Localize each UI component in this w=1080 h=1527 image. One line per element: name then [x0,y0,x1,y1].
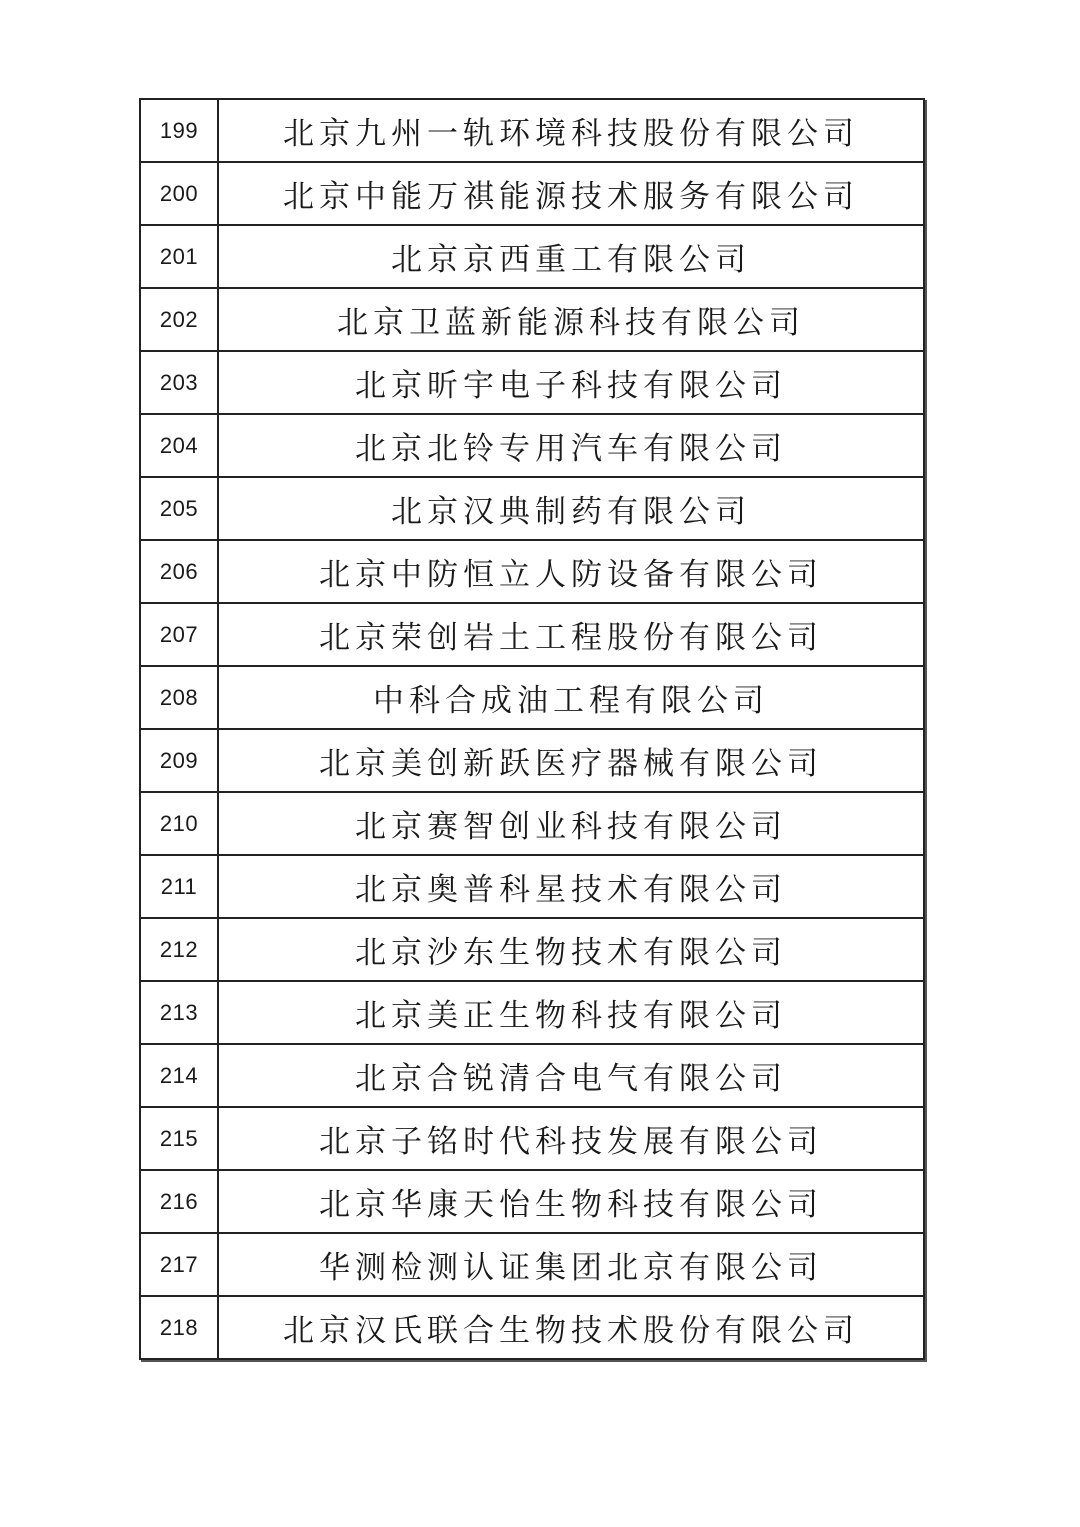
row-number: 217 [140,1233,218,1296]
company-name: 北京美创新跃医疗器械有限公司 [218,729,924,792]
company-list-body [140,99,924,1359]
company-name: 北京中防恒立人防设备有限公司 [218,540,924,603]
table-row [140,792,924,855]
company-name: 北京子铭时代科技发展有限公司 [218,1107,924,1170]
row-number: 211 [140,855,218,918]
company-name: 北京北铃专用汽车有限公司 [218,414,924,477]
company-name: 北京合锐清合电气有限公司 [218,1044,924,1107]
table-row [140,1233,924,1296]
row-number: 204 [140,414,218,477]
table-row [140,1170,924,1233]
row-number: 207 [140,603,218,666]
table-row [140,288,924,351]
table-row [140,603,924,666]
row-number: 218 [140,1296,218,1359]
table-row [140,414,924,477]
row-number: 203 [140,351,218,414]
table-row [140,1044,924,1107]
row-number: 201 [140,225,218,288]
table-row [140,225,924,288]
company-name: 北京京西重工有限公司 [218,225,924,288]
company-name: 北京卫蓝新能源科技有限公司 [218,288,924,351]
table-row [140,540,924,603]
company-name: 北京九州一轨环境科技股份有限公司 [218,99,924,162]
row-number: 205 [140,477,218,540]
company-name: 北京华康天怡生物科技有限公司 [218,1170,924,1233]
company-name: 北京赛智创业科技有限公司 [218,792,924,855]
row-number: 202 [140,288,218,351]
row-number: 208 [140,666,218,729]
row-number: 210 [140,792,218,855]
table-row [140,855,924,918]
company-name: 北京荣创岩土工程股份有限公司 [218,603,924,666]
company-name: 北京昕宇电子科技有限公司 [218,351,924,414]
row-number: 215 [140,1107,218,1170]
row-number: 212 [140,918,218,981]
table-row [140,162,924,225]
table-row [140,1296,924,1359]
row-number: 216 [140,1170,218,1233]
company-name: 中科合成油工程有限公司 [218,666,924,729]
row-number: 214 [140,1044,218,1107]
company-list-table [139,98,925,1360]
company-name: 北京沙东生物技术有限公司 [218,918,924,981]
row-number: 206 [140,540,218,603]
table-row [140,477,924,540]
company-name: 华测检测认证集团北京有限公司 [218,1233,924,1296]
company-name: 北京汉典制药有限公司 [218,477,924,540]
table-row [140,351,924,414]
table-row [140,666,924,729]
company-name: 北京美正生物科技有限公司 [218,981,924,1044]
table-row [140,981,924,1044]
row-number: 213 [140,981,218,1044]
row-number: 209 [140,729,218,792]
row-number: 200 [140,162,218,225]
table-row [140,729,924,792]
table-row [140,99,924,162]
company-name: 北京汉氏联合生物技术股份有限公司 [218,1296,924,1359]
table-row [140,1107,924,1170]
table-row [140,918,924,981]
company-name: 北京中能万祺能源技术服务有限公司 [218,162,924,225]
row-number: 199 [140,99,218,162]
company-name: 北京奥普科星技术有限公司 [218,855,924,918]
